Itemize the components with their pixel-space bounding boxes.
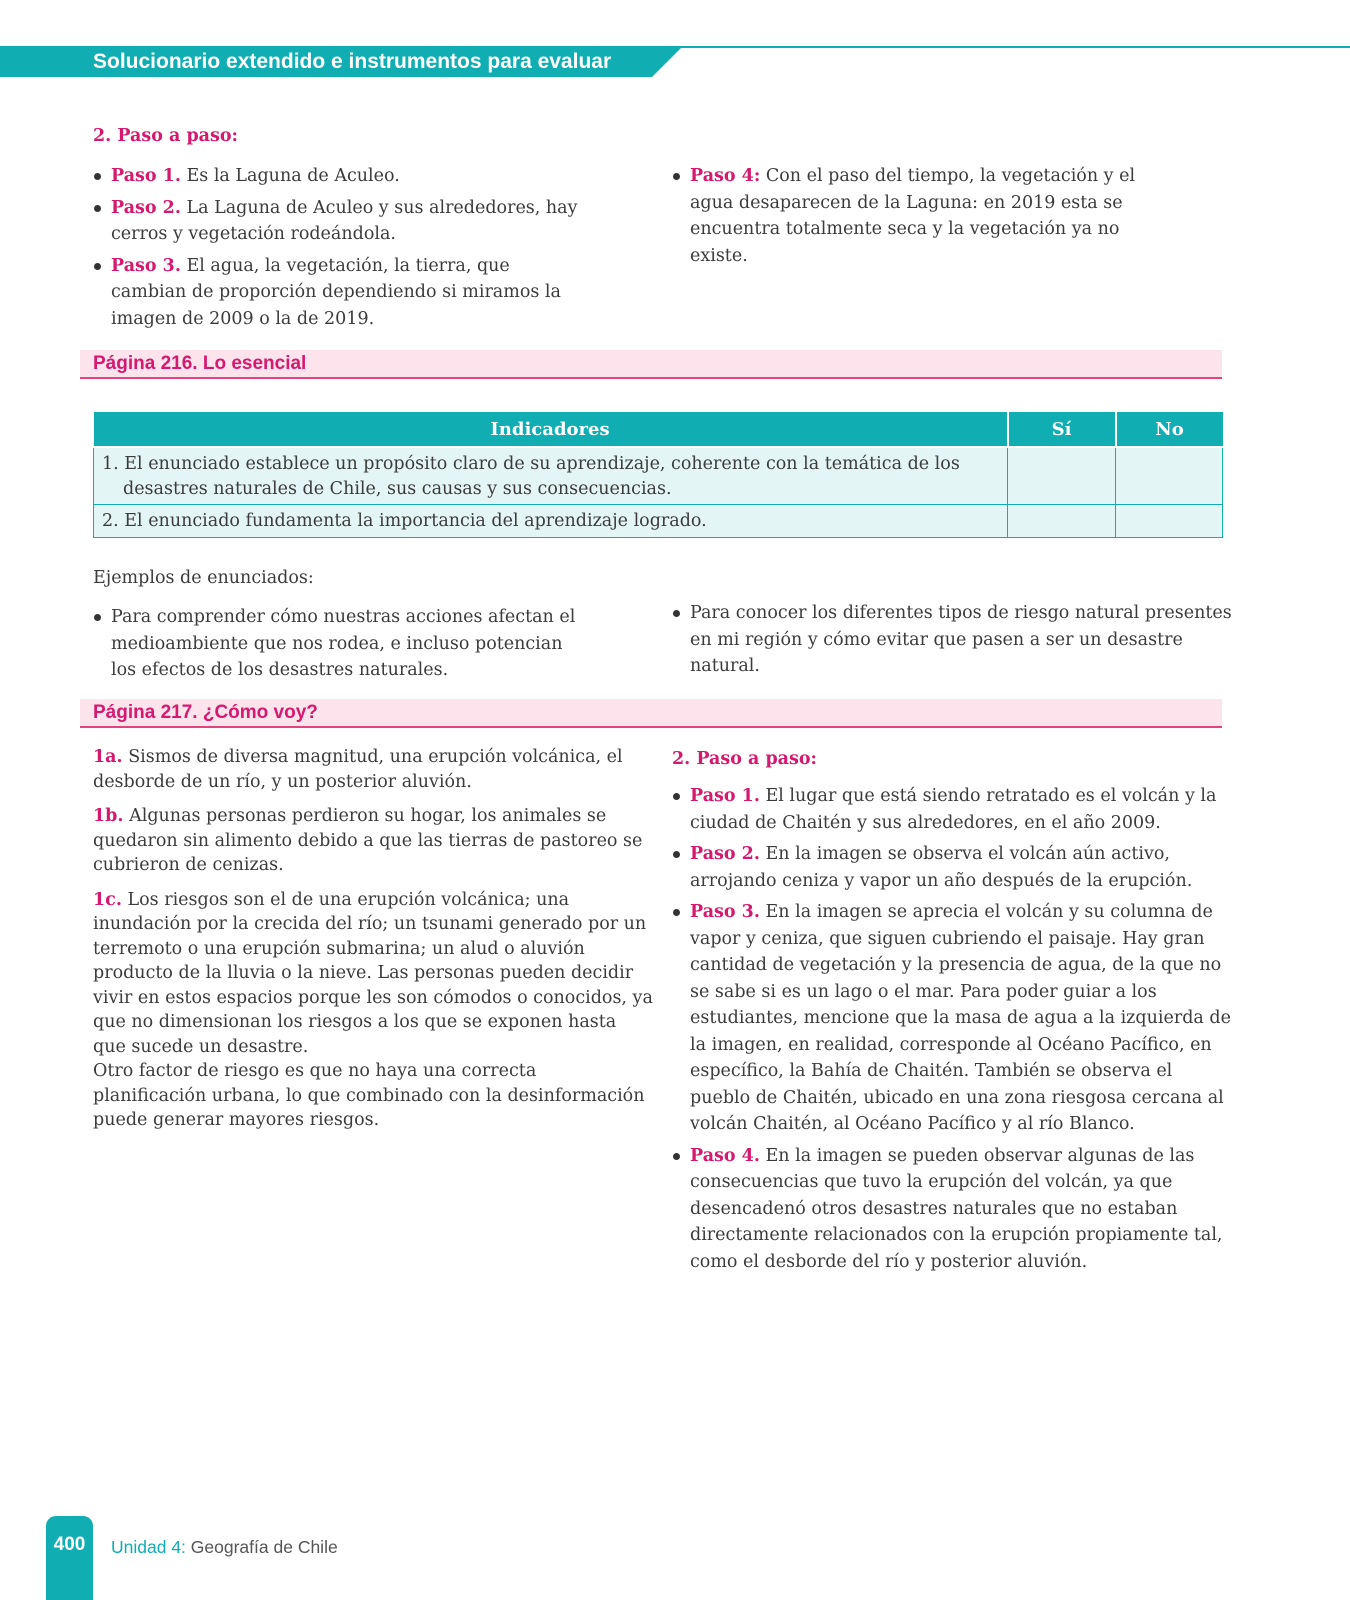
step-label: Paso 3. — [111, 255, 181, 276]
section-bar-217 — [80, 699, 1222, 728]
header-no: No — [1116, 412, 1223, 447]
list-item — [672, 783, 1232, 836]
answer-1c-extra: Otro factor de riesgo es que no haya una correcta planificación urbana, lo que combinado con la desinformación puede generar mayores riesgos. — [93, 1061, 645, 1130]
indicator-text — [94, 447, 1008, 505]
answer-label: 1a. — [93, 747, 123, 767]
sec3-right-heading: 2. Paso a paso: — [672, 749, 817, 769]
header-title: Solucionario extendido e instrumentos para evaluar — [93, 50, 612, 73]
indicator-text — [94, 505, 1008, 538]
answer-1a — [93, 745, 653, 794]
table-header-row — [94, 412, 1223, 447]
step-text: En la imagen se aprecia el volcán y su columna de vapor y ceniza, que siguen cubriendo el paisaje. Hay gran cantidad de vegetación y la presencia de agua, de la que no se sabe si es un lago o el mar. Para poder guiar a los estudiantes, mencione que la masa de agua a la izquierda de la imagen, en realidad, corresponde al Océano Pacífico, en específico, la Bahía de Chaitén. También se observa el pueblo de Chaitén, ubicado en una zona riesgosa cercana al volcán Chaitén, al Océano Pacífico y al río Blanco. — [690, 902, 1231, 1134]
answer-1b — [93, 804, 653, 878]
indicators-table — [93, 412, 1223, 538]
list-item — [672, 163, 1172, 269]
indicator-2: 2. El enunciado fundamenta la importancia del aprendizaje logrado. — [102, 511, 707, 531]
step-text: Con el paso del tiempo, la vegetación y el agua desaparecen de la Laguna: en 2019 esta se encuentra totalmente seca y la vegetación ya no existe. — [690, 166, 1136, 266]
indicator-1: 1. El enunciado establece un propósito claro de su aprendizaje, coherente con la temática de los desastres naturales de Chile, sus causas y sus consecuencias. — [102, 454, 960, 499]
examples-title: Ejemplos de enunciados: — [93, 568, 314, 588]
step-label: Paso 2. — [111, 197, 181, 218]
answer-label: 1c. — [93, 889, 122, 910]
sec1-heading: 2. Paso a paso: — [93, 126, 238, 146]
header-si: Sí — [1008, 412, 1116, 447]
section-bar-title: Página 216. Lo esencial — [93, 353, 307, 374]
step-text: La Laguna de Aculeo y sus alrededores, hay cerros y vegetación rodeándola. — [111, 197, 578, 244]
step-label: Paso 4. — [690, 1145, 760, 1166]
answer-1c — [93, 888, 653, 1060]
step-text: En la imagen se pueden observar algunas de las consecuencias que tuvo la erupción del volcán, ya que desencadenó otros desastres naturales que no estaban directamente relacionados con la erupción propiamente tal, como el desborde del río y posterior aluvión. — [690, 1145, 1223, 1272]
header-indicadores: Indicadores — [94, 412, 1008, 447]
checkbox-cell-no[interactable] — [1116, 447, 1223, 505]
list-item — [672, 899, 1232, 1138]
checkbox-cell-si[interactable] — [1008, 447, 1116, 505]
list-item — [672, 1143, 1232, 1276]
list-item — [93, 163, 638, 190]
page-number-tab — [46, 1516, 93, 1600]
step-label: Paso 4: — [690, 166, 761, 186]
step-label: Paso 1. — [690, 786, 760, 806]
checkbox-cell-si[interactable] — [1008, 505, 1116, 538]
checkbox-cell-no[interactable] — [1116, 505, 1223, 538]
list-item — [672, 841, 1232, 894]
section-bar-title: Página 217. ¿Cómo voy? — [93, 702, 318, 723]
footer-unit-label: Unidad 4: — [111, 1537, 186, 1557]
footer-unit — [111, 1537, 338, 1558]
examples-right-list — [672, 600, 1232, 685]
step-text: Es la Laguna de Aculeo. — [186, 166, 400, 186]
table-row — [94, 505, 1223, 538]
sec3-right-list — [672, 783, 1232, 1280]
answer-text: Algunas personas perdieron su hogar, los animales se quedaron sin alimento debido a que las tierras de pastoreo se cubrieron de cenizas. — [93, 806, 643, 875]
step-text: En la imagen se observa el volcán aún activo, arrojando ceniza y vapor un año después de la erupción. — [690, 844, 1193, 891]
examples-left-list — [93, 604, 593, 689]
list-item — [93, 253, 638, 333]
sec1-right-list — [672, 163, 1172, 274]
list-item — [93, 195, 638, 248]
answer-text: Sismos de diversa magnitud, una erupción volcánica, el desborde de un río, y un posterior aluvión. — [93, 747, 623, 792]
step-text: El lugar que está siendo retratado es el volcán y la ciudad de Chaitén y sus alrededores, en el año 2009. — [690, 786, 1217, 833]
answers-left — [93, 745, 653, 1133]
answer-text: Los riesgos son el de una erupción volcánica; una inundación por la crecida del río; un tsunami generado por un terremoto o una erupción submarina; un alud o aluvión producto de la lluvia o la nieve. Las personas pueden decidir vivir en estos espacios porque les son cómodos o conocidos, ya que no dimensionan los riesgos a los que se exponen hasta que sucede un desastre. — [93, 889, 653, 1057]
table-row — [94, 447, 1223, 505]
footer-unit-title: Geografía de Chile — [190, 1537, 338, 1557]
step-text: El agua, la vegetación, la tierra, que cambian de proporción dependiendo si miramos la imagen de 2009 o la de 2019. — [111, 255, 561, 329]
list-item: Para conocer los diferentes tipos de riesgo natural presentes en mi región y cómo evitar que pasen a ser un desastre natural. — [672, 600, 1232, 680]
section-bar-216 — [80, 350, 1222, 379]
answer-label: 1b. — [93, 806, 124, 826]
step-label: Paso 1. — [111, 166, 181, 186]
page-number: 400 — [53, 1534, 86, 1555]
sec1-left-list — [93, 163, 638, 337]
step-label: Paso 3. — [690, 902, 760, 922]
step-label: Paso 2. — [690, 844, 760, 864]
list-item: Para comprender cómo nuestras acciones afectan el medioambiente que nos rodea, e incluso potencian los efectos de los desastres naturales. — [93, 604, 593, 684]
